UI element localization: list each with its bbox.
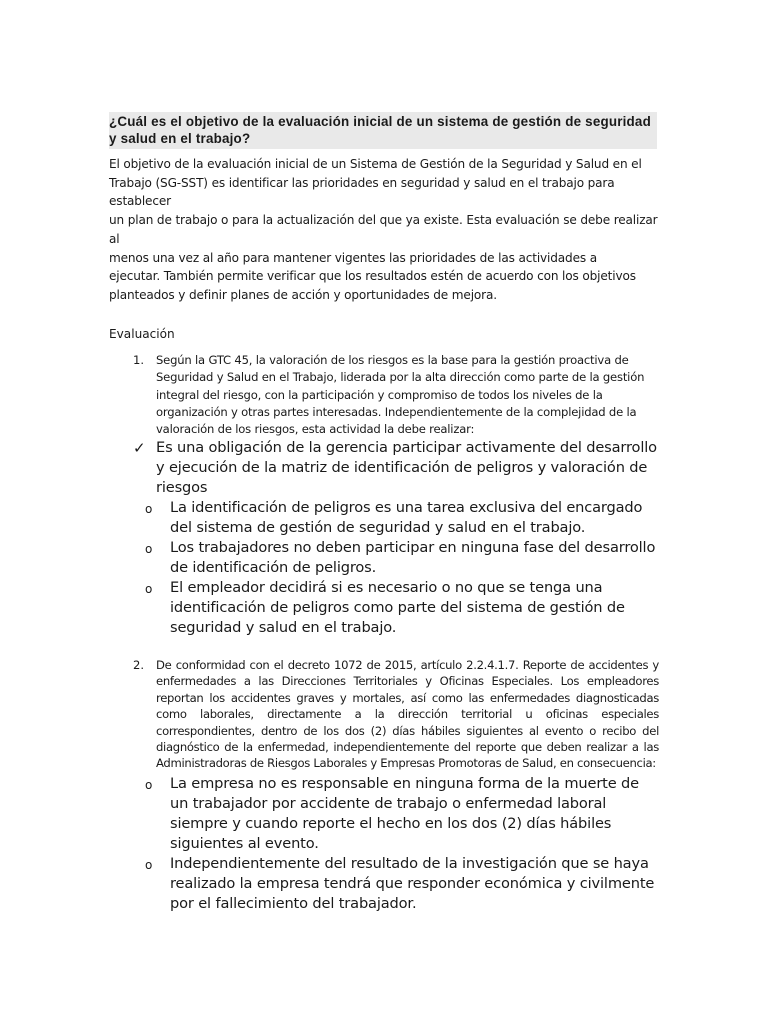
bullet-icon: o [145,857,153,872]
checkmark-icon: ✓ [133,439,146,458]
intro-line: menos una vez al año para mantener vigentes las prioridades de las actividades a [109,250,597,265]
intro-line: un plan de trabajo o para la actualización del que ya existe. Esta evaluación se debe realizar al [109,213,658,246]
question-line: integral del riesgo, con la participación y compromiso de todos los niveles de la [156,387,603,402]
option-text: La identificación de peligros es una tarea exclusiva del encargado del sistema de gestión de seguridad y salud en el trabajo. [170,499,643,537]
question-line: Según la GTC 45, la valoración de los riesgos es la base para la gestión proactiva de [156,353,629,367]
intro-line: ejecutar. También permite verificar que los resultados estén de acuerdo con los objetivos [109,269,636,284]
question-1 [109,352,659,638]
intro-line: El objetivo de la evaluación inicial de un Sistema de Gestión de la Seguridad y Salud en el [109,157,642,171]
bullet-icon: o [145,502,153,517]
question-text [156,352,659,438]
option-text: La empresa no es responsable en ninguna forma de la muerte de un trabajador por accidente de trabajo o enfermedad laboral siempre y cuando reporte el hecho en los dos (2) días hábiles siguientes al evento. [170,774,640,852]
option-text: Es una obligación de la gerencia participar activamente del desarrollo y ejecución de la matriz de identificación de peligros y valoración de riesgos [156,439,657,497]
question-text: De conformidad con el decreto 1072 de 2015, artículo 2.2.4.1.7. Reporte de accidentes y enfermedades a las Direcciones Territoriales y Oficinas Especiales. Los empleadores reportan los accidentes graves y mortales, así como las enfermedades diagnosticadas como laborales, directamente a la dirección territorial u oficinas especiales correspondientes, dentro de los dos (2) días hábiles siguientes al evento o recibo del diagnóstico de la enfermedad, independientemente del reporte que deben realizar a las Administradoras de Riesgos Laborales y Empresas Promotoras de Salud, en consecuencia: [156,658,659,771]
intro-line: planteados y definir planes de acción y oportunidades de mejora. [109,287,497,302]
intro-line: Trabajo (SG-SST) es identificar las prioridades en seguridad y salud en el trabajo para establecer [109,175,615,209]
question-line: Seguridad y Salud en el Trabajo, liderada por la alta dirección como parte de la gestión [156,370,645,385]
question-line: valoración de los riesgos, esta actividad la debe realizar: [156,422,475,437]
option-text: Independientemente del resultado de la investigación que se haya realizado la empresa tendrá que responder económica y civilmente por el fallecimiento del trabajador. [170,854,655,912]
question-2 [109,657,659,914]
bullet-icon: o [145,777,153,792]
bullet-icon: o [145,582,153,597]
answer-option[interactable] [133,438,659,498]
answer-option[interactable] [145,498,659,538]
answer-option[interactable] [145,578,659,638]
answer-option[interactable] [145,854,659,914]
bullet-icon: o [145,542,153,557]
question-number: 2. [133,658,145,672]
intro-paragraph [109,155,661,305]
question-line: organización y otras partes interesadas. Independientemente de la complejidad de la [156,404,637,419]
option-text: Los trabajadores no deben participar en ninguna fase del desarrollo de identificación de peligros. [170,539,656,577]
answer-option[interactable] [145,774,659,854]
option-text: El empleador decidirá si es necesario o no que se tenga una identificación de peligros como parte del sistema de gestión de seguridad y salud en el trabajo. [170,579,625,637]
section-label: Evaluación [109,327,175,341]
question-title: ¿Cuál es el objetivo de la evaluación inicial de un sistema de gestión de seguridad y salud en el trabajo? [109,112,657,149]
question-number: 1. [133,353,145,367]
answer-option[interactable] [145,538,659,578]
